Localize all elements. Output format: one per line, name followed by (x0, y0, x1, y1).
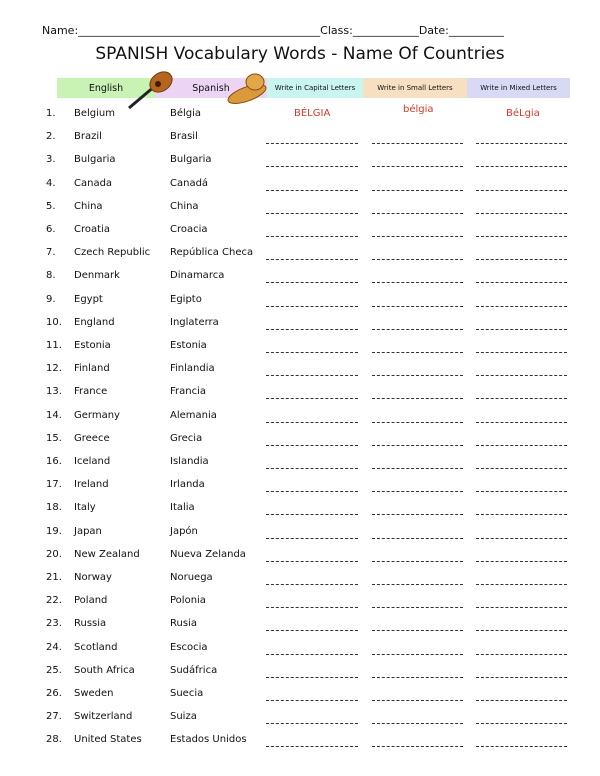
row-number: 23. (46, 618, 62, 630)
mixed-answer-line[interactable] (476, 398, 567, 399)
english-word: United States (74, 734, 142, 746)
capital-answer-line[interactable] (266, 190, 358, 191)
mixed-answer-line[interactable] (476, 468, 567, 469)
table-row (0, 178, 600, 198)
capital-answer-line[interactable] (266, 213, 358, 214)
english-word: New Zealand (74, 548, 140, 560)
row-number: 5. (46, 200, 56, 212)
english-word: Iceland (74, 456, 111, 467)
english-word: Norway (74, 572, 112, 583)
small-answer-line[interactable] (372, 236, 463, 237)
english-word: South Africa (74, 664, 135, 676)
row-number: 26. (46, 688, 62, 699)
english-word: Poland (74, 595, 108, 607)
row-number: 4. (46, 177, 56, 189)
spanish-word: Sudáfrica (170, 664, 218, 676)
table-row (0, 294, 600, 314)
spanish-word: Dinamarca (170, 270, 225, 282)
table-row (0, 247, 600, 267)
class-field[interactable]: Class:____________ (320, 24, 419, 37)
spanish-word: Irlanda (170, 479, 205, 491)
small-answer-line[interactable] (372, 445, 463, 446)
row-number: 12. (46, 363, 62, 375)
english-word: Russia (74, 618, 107, 630)
english-word: Denmark (74, 270, 120, 282)
table-row (0, 642, 600, 662)
table-row (0, 618, 600, 638)
capital-answer-line[interactable] (266, 630, 358, 631)
row-number: 28. (46, 734, 62, 746)
spanish-word: Islandia (170, 456, 209, 467)
small-answer-line[interactable] (372, 746, 463, 747)
mixed-answer-line[interactable] (476, 723, 567, 724)
mixed-answer-line[interactable] (476, 352, 567, 353)
table-row (0, 131, 600, 151)
example-capital: BÉLGIA (294, 108, 331, 119)
small-answer-line[interactable] (372, 491, 463, 492)
english-word: Estonia (74, 340, 111, 351)
date-field[interactable]: Date:__________ (418, 24, 504, 37)
example-small: bélgia (403, 104, 434, 115)
row-number: 19. (46, 525, 62, 537)
spanish-word: Escocia (170, 641, 208, 653)
capital-answer-line[interactable] (266, 306, 358, 307)
table-row (0, 154, 600, 174)
english-word: Brazil (74, 131, 102, 143)
spanish-word: Polonia (170, 595, 206, 607)
mixed-answer-line[interactable] (476, 213, 567, 214)
row-number: 8. (46, 270, 56, 282)
small-answer-line[interactable] (372, 677, 463, 678)
capital-answer-line[interactable] (266, 445, 358, 446)
capital-answer-line[interactable] (266, 282, 358, 283)
spanish-word: Japón (170, 525, 198, 537)
small-answer-line[interactable] (372, 422, 463, 423)
capital-answer-line[interactable] (266, 352, 358, 353)
row-number: 18. (46, 502, 62, 514)
small-answer-line[interactable] (372, 630, 463, 631)
table-row (0, 711, 600, 731)
mixed-answer-line[interactable] (476, 514, 567, 515)
mixed-answer-line[interactable] (476, 329, 567, 330)
table-row (0, 386, 600, 406)
capital-answer-line[interactable] (266, 561, 358, 562)
english-word: Belgium (74, 108, 115, 119)
row-number: 3. (46, 154, 56, 166)
small-answer-line[interactable] (372, 723, 463, 724)
english-word: France (74, 386, 108, 398)
mixed-answer-line[interactable] (476, 700, 567, 701)
spanish-word: Estados Unidos (170, 734, 247, 746)
spanish-word: Canadá (170, 177, 209, 189)
spanish-word: Suecia (170, 688, 204, 699)
english-word: Bulgaria (74, 154, 116, 166)
table-row (0, 224, 600, 244)
row-number: 16. (46, 456, 62, 467)
mixed-answer-line[interactable] (476, 282, 567, 283)
table-row (0, 688, 600, 708)
small-answer-line[interactable] (372, 190, 463, 191)
spanish-word: Egipto (170, 293, 202, 305)
capital-answer-line[interactable] (266, 375, 358, 376)
spanish-word: Nueva Zelanda (170, 548, 246, 560)
table-row (0, 502, 600, 522)
small-answer-line[interactable] (372, 468, 463, 469)
mixed-answer-line[interactable] (476, 538, 567, 539)
capital-answer-line[interactable] (266, 654, 358, 655)
row-number: 7. (46, 247, 56, 259)
small-answer-line[interactable] (372, 607, 463, 608)
english-word: Croatia (74, 224, 110, 235)
mixed-answer-line[interactable] (476, 630, 567, 631)
english-word: China (74, 200, 103, 212)
capital-answer-line[interactable] (266, 584, 358, 585)
spanish-word: Francia (170, 386, 207, 398)
english-word: Ireland (74, 479, 109, 491)
spanish-word: Inglaterra (170, 316, 219, 328)
spanish-word: Finlandia (170, 363, 215, 375)
english-word: Scotland (74, 641, 118, 653)
small-answer-line[interactable] (372, 700, 463, 701)
row-number: 11. (46, 340, 62, 351)
spanish-word: Rusia (170, 618, 197, 630)
english-word: Japan (74, 525, 102, 537)
small-answer-line[interactable] (372, 306, 463, 307)
spanish-word: Noruega (170, 572, 213, 583)
mixed-answer-line[interactable] (476, 375, 567, 376)
column-header-mixed: Write in Mixed Letters (467, 78, 570, 98)
table-row (0, 317, 600, 337)
capital-answer-line[interactable] (266, 143, 358, 144)
table-row (0, 270, 600, 290)
small-answer-line[interactable] (372, 259, 463, 260)
spanish-word: Brasil (170, 131, 198, 143)
table-row (0, 104, 600, 128)
capital-answer-line[interactable] (266, 607, 358, 608)
capital-answer-line[interactable] (266, 491, 358, 492)
mixed-answer-line[interactable] (476, 306, 567, 307)
small-answer-line[interactable] (372, 352, 463, 353)
small-answer-line[interactable] (372, 143, 463, 144)
spanish-word: Bélgia (170, 108, 202, 119)
english-word: Czech Republic (74, 247, 151, 259)
small-answer-line[interactable] (372, 398, 463, 399)
row-number: 27. (46, 711, 62, 723)
capital-answer-line[interactable] (266, 398, 358, 399)
page-title: SPANISH Vocabulary Words - Name Of Countries (95, 44, 505, 64)
mixed-answer-line[interactable] (476, 259, 567, 260)
guitar-icon (125, 68, 175, 112)
row-number: 13. (46, 386, 62, 398)
capital-answer-line[interactable] (266, 166, 358, 167)
table-row (0, 526, 600, 546)
english-word: Greece (74, 432, 110, 444)
spanish-word: Estonia (170, 340, 207, 351)
mixed-answer-line[interactable] (476, 166, 567, 167)
table-row (0, 595, 600, 615)
mixed-answer-line[interactable] (476, 236, 567, 237)
mixed-answer-line[interactable] (476, 654, 567, 655)
mixed-answer-line[interactable] (476, 677, 567, 678)
mixed-answer-line[interactable] (476, 561, 567, 562)
spanish-word: Suiza (170, 711, 197, 723)
row-number: 25. (46, 664, 62, 676)
capital-answer-line[interactable] (266, 329, 358, 330)
english-word: Germany (74, 409, 120, 421)
capital-answer-line[interactable] (266, 422, 358, 423)
row-number: 24. (46, 641, 62, 653)
english-word: Canada (74, 177, 113, 189)
column-header-english: English (57, 78, 155, 98)
row-number: 10. (46, 316, 62, 328)
row-number: 14. (46, 409, 62, 421)
row-number: 15. (46, 432, 62, 444)
row-number: 6. (46, 224, 56, 235)
row-number: 20. (46, 548, 62, 560)
row-number: 1. (46, 108, 56, 119)
small-answer-line[interactable] (372, 213, 463, 214)
sombrero-icon (225, 70, 275, 104)
spanish-word: Italia (170, 502, 195, 514)
english-word: Egypt (74, 293, 103, 305)
mixed-answer-line[interactable] (476, 143, 567, 144)
name-field[interactable]: Name:____________________________________________ (42, 24, 321, 37)
small-answer-line[interactable] (372, 561, 463, 562)
student-header (42, 24, 504, 37)
table-row (0, 456, 600, 476)
spanish-word: Bulgaria (170, 154, 212, 166)
table-row (0, 433, 600, 453)
mixed-answer-line[interactable] (476, 584, 567, 585)
example-mixed: BéLgia (506, 108, 540, 119)
capital-answer-line[interactable] (266, 468, 358, 469)
capital-answer-line[interactable] (266, 723, 358, 724)
english-word: England (74, 316, 115, 328)
column-header-small: Write in Small Letters (363, 78, 467, 98)
english-word: Italy (74, 502, 96, 514)
capital-answer-line[interactable] (266, 538, 358, 539)
table-row (0, 201, 600, 221)
capital-answer-line[interactable] (266, 259, 358, 260)
column-header-capital: Write in Capital Letters (267, 78, 363, 98)
row-number: 22. (46, 595, 62, 607)
small-answer-line[interactable] (372, 538, 463, 539)
table-row (0, 734, 600, 754)
row-number: 21. (46, 572, 62, 583)
mixed-answer-line[interactable] (476, 445, 567, 446)
table-row (0, 572, 600, 592)
table-row (0, 549, 600, 569)
english-word: Sweden (74, 688, 114, 699)
capital-answer-line[interactable] (266, 746, 358, 747)
small-answer-line[interactable] (372, 584, 463, 585)
capital-answer-line[interactable] (266, 514, 358, 515)
capital-answer-line[interactable] (266, 700, 358, 701)
table-row (0, 665, 600, 685)
column-header-spanish: Spanish (155, 78, 267, 98)
row-number: 2. (46, 131, 56, 143)
table-row (0, 479, 600, 499)
row-number: 17. (46, 479, 62, 491)
spanish-word: Grecia (170, 432, 203, 444)
spanish-word: Croacia (170, 224, 208, 235)
capital-answer-line[interactable] (266, 677, 358, 678)
spanish-word: Alemania (170, 409, 217, 421)
small-answer-line[interactable] (372, 514, 463, 515)
mixed-answer-line[interactable] (476, 422, 567, 423)
english-word: Finland (74, 363, 110, 375)
table-row (0, 410, 600, 430)
small-answer-line[interactable] (372, 282, 463, 283)
capital-answer-line[interactable] (266, 236, 358, 237)
small-answer-line[interactable] (372, 375, 463, 376)
spanish-word: China (170, 200, 199, 212)
table-row (0, 340, 600, 360)
spanish-word: República Checa (170, 247, 254, 259)
mixed-answer-line[interactable] (476, 607, 567, 608)
english-word: Switzerland (74, 711, 133, 723)
row-number: 9. (46, 293, 56, 305)
small-answer-line[interactable] (372, 166, 463, 167)
small-answer-line[interactable] (372, 654, 463, 655)
small-answer-line[interactable] (372, 329, 463, 330)
mixed-answer-line[interactable] (476, 190, 567, 191)
mixed-answer-line[interactable] (476, 491, 567, 492)
table-row (0, 363, 600, 383)
mixed-answer-line[interactable] (476, 746, 567, 747)
